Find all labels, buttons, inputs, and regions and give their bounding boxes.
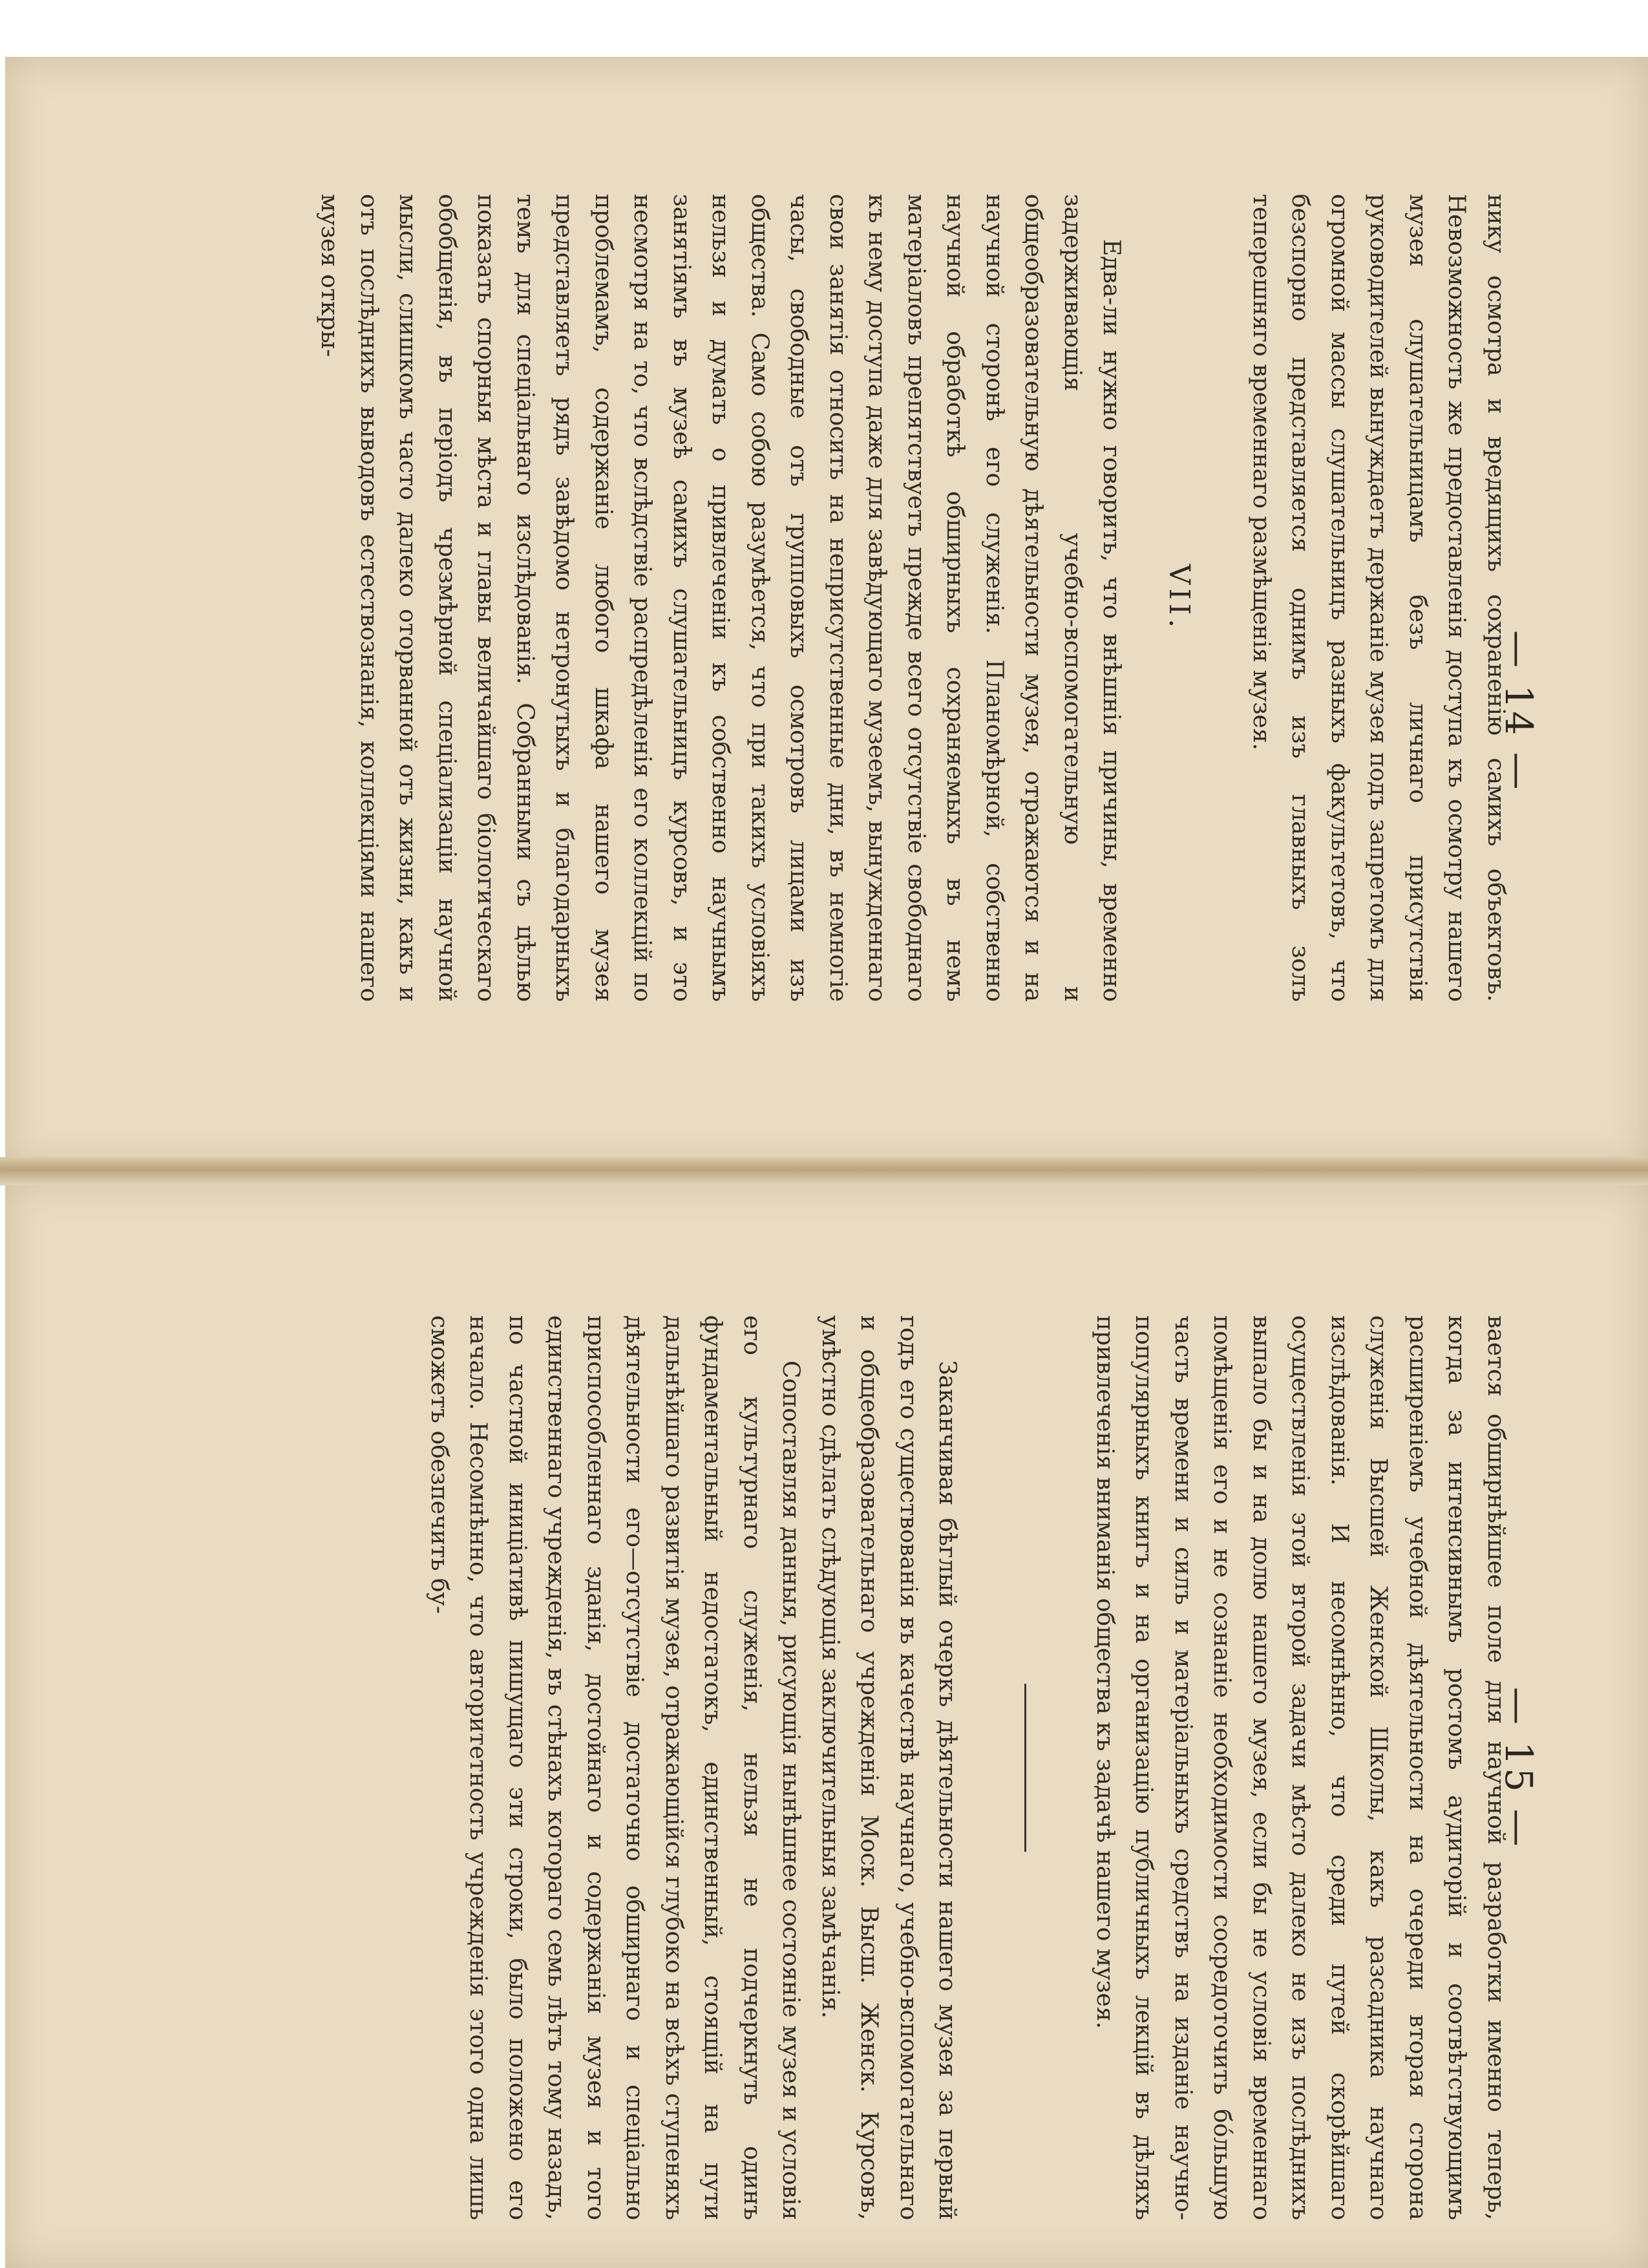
page-15-paragraph-2: Заканчивая бѣглый очеркъ дѣятельности нашего музея за первый годъ его существованія въ качествѣ научнаго, учебно-вспомогательнаго и общеобразовательнаго учрежденія Моск. Высш. Женск. Курсовъ, умѣстно сдѣлать слѣдующія заключительныя замѣчанія. (817, 1315, 961, 2220)
page-14-text (310, 194, 1515, 1002)
page-14-paragraph-1: нику осмотра и вредящихъ сохраненію самихъ объектовъ. Невозможность же предоставленія доступа къ осмотру нашего музея слушательницамъ безъ личнаго присутствія руководителей вынуждаетъ держаніе музея подъ запретомъ для огромной массы слушательницъ разныхъ факультетовъ, что безспорно представляется однимъ изъ главныхъ золъ теперешняго временнаго размѣщенія музея. (1248, 194, 1509, 1002)
page-number-15: — 15 — (1497, 1687, 1541, 1849)
page-15-paragraph-1: вается обширнѣйшее поле для научной разработки именно теперь, когда за интенсивнымъ ростомъ аудиторій и соотвѣтствующимъ расширеніемъ учебной дѣятельности на очереди вторая сторона служенія Высшей Женской Школы, какъ разсадника научнаго изслѣдованія. И несомнѣнно, что среди путей скорѣйшаго осуществленія этой второй задачи мѣсто далеко не изъ послѣднихъ выпало бы и на долю нашего музея, если бы не условія временнаго помѣщенія его и не сознаніе необходимости сосредоточить бо́льшую часть времени и силъ и матеріальныхъ средствъ на изданіе научно-популярныхъ книгъ и на организацію публичныхъ лекцій въ дѣляхъ привлеченія вниманія общества къ задачѣ нашего музея. (1092, 1315, 1509, 2220)
section-heading: VII. (1163, 564, 1196, 632)
page-14-paragraph-2: Едва-ли нужно говорить, что внѣшнія причины, временно задерживающія учебно-вспомогательную и общеобразовательную дѣятельности музея, отражаются и на научной сторонѣ его служенія. Планомѣрной, собственно научной обработкѣ обширныхъ сохраняемыхъ въ немъ матеріаловъ препятствуетъ прежде всего отсутствіе свободнаго къ нему доступа даже для завѣдующаго музеемъ, вынужденнаго свои занятія относить на неприсутственные дни, въ немногіе часы, свободные отъ групповыхъ осмотровъ лицами изъ общества. Само собою разумѣется, что при такихъ условіяхъ нельзя и думать о привлеченіи къ собственно научнымъ занятіямъ въ музеѣ самихъ слушательницъ курсовъ, и это несмотря на то, что вслѣдствіе распредѣленія его коллекцій по проблемамъ, содержаніе любого шкафа нашего музея представляетъ рядъ завѣдомо нетронутыхъ и благодарныхъ темъ для спеціальнаго изслѣдованія. Собранными съ цѣлью показать спорныя мѣста и главы величайшаго біологическаго обобщенія, въ періодъ чрезмѣрной спеціализаціи научной мысли, слишкомъ часто далеко оторванной отъ жизни, какъ и отъ послѣднихъ выводовъ естествознанія, коллекціями нашего музея откры- (316, 194, 1125, 1002)
section-divider (1025, 1684, 1027, 1852)
page-number-14: — 14 — (1497, 630, 1541, 792)
page-15-paragraph-3: Сопоставляя данныя, рисующія нынѣшнее состояніе музея и условія его культурнаго служенія, нельзя не подчеркнуть одинъ фундаментальный недостатокъ, единственный, стоящій на пути дальнѣйшаго развитія музея, отражающійся глубоко на всѣхъ ступеняхъ дѣятельности его—отсутствіе достаточно обширнаго и спеціально приспособленнаго зданія, достойнаго и содержанія музея и того единственнаго учрежденія, въ стѣнахъ котораго семь лѣтъ тому назадъ, по частной иниціативѣ пишущаго эти строки, было положено его начало. Несомнѣнно, что авторитетность учрежденія этого одна лишь сможетъ обезпечить бу- (426, 1315, 805, 2220)
center-fold (0, 1157, 1648, 1185)
page-15-text (419, 1315, 1516, 2220)
